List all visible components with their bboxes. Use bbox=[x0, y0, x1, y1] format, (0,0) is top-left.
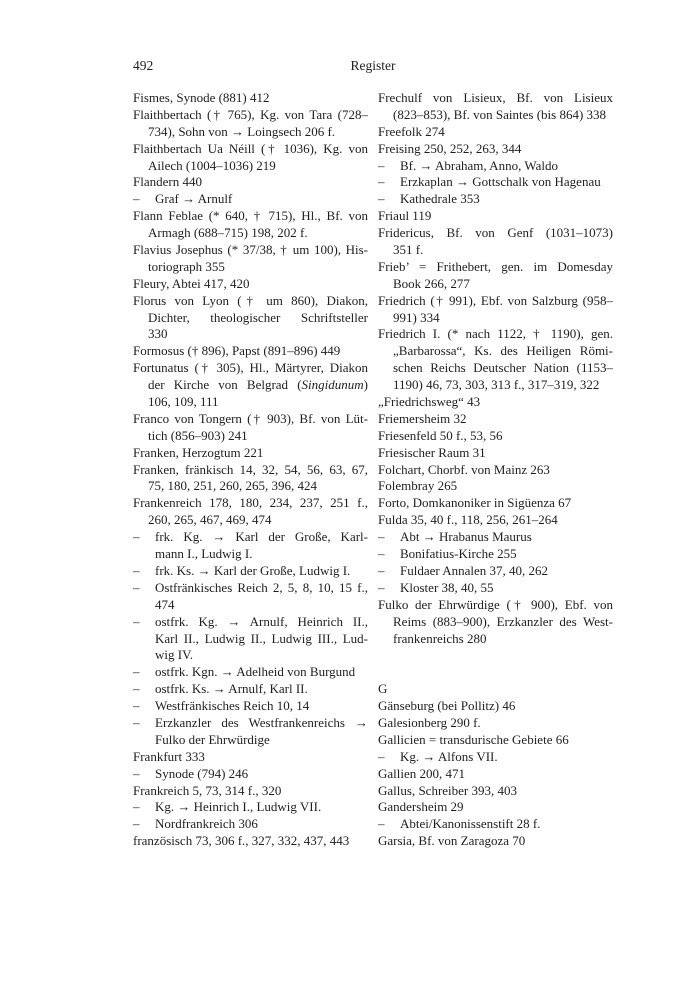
index-line: „Friedrichsweg“ 43 bbox=[378, 394, 481, 410]
dash-marker: – bbox=[378, 562, 385, 578]
index-line: Frechulf von Lisieux, Bf. von Lisieux bbox=[378, 90, 613, 105]
dash-marker: – bbox=[133, 191, 140, 207]
index-line: 1190) 46, 73, 303, 313 f., 317–319, 322 bbox=[393, 377, 600, 393]
index-line: 106, 109, 111 bbox=[148, 394, 219, 410]
index-line: Friemersheim 32 bbox=[378, 410, 467, 426]
index-line: Formosus († 896), Papst (891–896) 449 bbox=[133, 343, 341, 359]
index-line: Flaithbertach Ua Néill († 1036), Kg. von bbox=[133, 140, 368, 156]
dash-marker: – bbox=[378, 816, 385, 832]
index-line: Friesenfeld 50 f., 53, 56 bbox=[378, 427, 503, 443]
index-line: Frankreich 5, 73, 314 f., 320 bbox=[133, 782, 282, 798]
index-line: 474 bbox=[155, 596, 175, 612]
index-line: Gänseburg (bei Pollitz) 46 bbox=[378, 698, 516, 714]
index-line: – Kloster 38, 40, 55 bbox=[378, 579, 494, 595]
index-line: Book 266, 277 bbox=[393, 275, 470, 291]
dash-marker: – bbox=[133, 714, 140, 730]
index-line: Flavius Josephus (* 37/38, † um 100), His- bbox=[133, 242, 368, 258]
index-line: – Synode (794) 246 bbox=[133, 765, 249, 781]
index-line: Flandern 440 bbox=[133, 174, 202, 190]
index-line: Franco von Tongern († 903), Bf. von Lüt- bbox=[133, 410, 368, 426]
dash-marker: – bbox=[133, 765, 140, 781]
index-line: Fulko der Ehrwürdige († 900), Ebf. von bbox=[378, 596, 613, 612]
dash-marker: – bbox=[378, 157, 385, 173]
dash-marker: – bbox=[133, 799, 140, 815]
dash-marker: – bbox=[133, 579, 140, 595]
index-line: – Kg. → Alfons VII. bbox=[378, 748, 498, 764]
index-line: – Ostfränkisches Reich 2, 5, 8, 10, 15 f., bbox=[133, 579, 368, 595]
running-head bbox=[133, 57, 613, 74]
index-line: wig IV. bbox=[155, 647, 194, 663]
dash-marker: – bbox=[133, 816, 140, 832]
index-line: Galesionberg 290 f. bbox=[378, 714, 481, 730]
index-line: – frk. Ks. → Karl der Große, Ludwig I. bbox=[133, 562, 351, 578]
index-line: – Graf → Arnulf bbox=[133, 191, 233, 207]
index-line: Karl II., Ludwig II., Ludwig III., Lud- bbox=[155, 630, 368, 646]
index-line: – Bonifatius-Kirche 255 bbox=[378, 546, 517, 562]
index-line bbox=[378, 664, 613, 681]
dash-marker: – bbox=[133, 698, 140, 714]
dash-marker: – bbox=[378, 748, 385, 764]
index-line: Garsia, Bf. von Zaragoza 70 bbox=[378, 833, 526, 849]
index-line: Fulda 35, 40 f., 118, 256, 261–264 bbox=[378, 512, 558, 528]
index-right-column bbox=[378, 90, 613, 850]
index-line: Freising 250, 252, 263, 344 bbox=[378, 140, 522, 156]
dash-marker: – bbox=[378, 529, 385, 545]
index-line: Gandersheim 29 bbox=[378, 799, 464, 815]
index-line: Armagh (688–715) 198, 202 f. bbox=[148, 225, 308, 241]
index-line: französisch 73, 306 f., 327, 332, 437, 443 bbox=[133, 833, 350, 849]
index-line: (823–853), Bf. von Saintes (bis 864) 338 bbox=[393, 106, 607, 122]
index-line: Friaul 119 bbox=[378, 208, 432, 224]
index-line: schen Reichs Deutscher Nation (1153– bbox=[393, 360, 613, 376]
index-line: frankenreichs 280 bbox=[393, 630, 487, 646]
index-line: – Erzkaplan → Gottschalk von Hagenau bbox=[378, 174, 601, 190]
index-line: Franken, Herzogtum 221 bbox=[133, 444, 264, 460]
index-line: Fulko der Ehrwürdige bbox=[155, 731, 270, 747]
index-line: – ostfrk. Ks. → Arnulf, Karl II. bbox=[133, 681, 308, 697]
index-line: 260, 265, 467, 469, 474 bbox=[148, 512, 272, 528]
index-line: Reims (883–900), Erzkanzler des West- bbox=[393, 613, 613, 629]
index-line: Dichter, theologischer Schriftsteller bbox=[148, 309, 368, 325]
index-line: – ostfrk. Kgn. → Adelheid von Burgund bbox=[133, 664, 356, 680]
dash-marker: – bbox=[133, 664, 140, 680]
index-line: – Abt → Hrabanus Maurus bbox=[378, 529, 532, 545]
index-line: – ostfrk. Kg. → Arnulf, Heinrich II., bbox=[133, 613, 368, 629]
index-line: Forto, Domkanoniker in Sigüenza 67 bbox=[378, 495, 572, 511]
dash-marker: – bbox=[378, 174, 385, 190]
section-heading: G bbox=[378, 681, 388, 697]
index-line: – Nordfrankreich 306 bbox=[133, 816, 258, 832]
dash-marker: – bbox=[378, 579, 385, 595]
index-line: Florus von Lyon († um 860), Diakon, bbox=[133, 292, 368, 308]
index-line: toriograph 355 bbox=[148, 258, 225, 274]
index-line: Frankenreich 178, 180, 234, 237, 251 f., bbox=[133, 495, 368, 511]
dash-marker: – bbox=[133, 613, 140, 629]
index-columns bbox=[133, 90, 613, 850]
index-line: Friesischer Raum 31 bbox=[378, 444, 486, 460]
index-line: Gallus, Schreiber 393, 403 bbox=[378, 782, 518, 798]
running-title: Register bbox=[350, 58, 396, 73]
index-line: – Bf. → Abraham, Anno, Waldo bbox=[378, 157, 558, 173]
index-line: – frk. Kg. → Karl der Große, Karl- bbox=[133, 529, 368, 545]
page-number: 492 bbox=[133, 58, 154, 73]
index-line: mann I., Ludwig I. bbox=[155, 546, 253, 562]
index-line: Flann Feblae (* 640, † 715), Hl., Bf. von bbox=[133, 208, 368, 224]
index-line: Fleury, Abtei 417, 420 bbox=[133, 275, 250, 291]
index-line: Fridericus, Bf. von Genf (1031–1073) bbox=[378, 225, 613, 241]
index-line: 75, 180, 251, 260, 265, 396, 424 bbox=[148, 478, 317, 494]
index-line: – Abtei/Kanonissenstift 28 f. bbox=[378, 816, 541, 832]
dash-marker: – bbox=[378, 191, 385, 207]
index-line: tich (856–903) 241 bbox=[148, 427, 248, 443]
index-line: „Barbarossa“, Ks. des Heiligen Römi- bbox=[393, 343, 613, 359]
index-line bbox=[378, 647, 613, 664]
dash-marker: – bbox=[133, 562, 140, 578]
index-line: Friedrich († 991), Ebf. von Salzburg (958– bbox=[378, 292, 613, 308]
index-line: Friedrich I. (* nach 1122, † 1190), gen. bbox=[378, 326, 613, 342]
index-line: Fortunatus († 305), Hl., Märtyrer, Diakon bbox=[133, 360, 368, 376]
index-line: Freefolk 274 bbox=[378, 123, 445, 139]
index-line: – Kg. → Heinrich I., Ludwig VII. bbox=[133, 799, 322, 815]
index-line: – Westfränkisches Reich 10, 14 bbox=[133, 698, 310, 714]
index-line: Gallien 200, 471 bbox=[378, 765, 466, 781]
dash-marker: – bbox=[378, 546, 385, 562]
index-line: Gallicien = transdurische Gebiete 66 bbox=[378, 731, 569, 747]
index-line: Frieb’ = Frithebert, gen. im Domesday bbox=[378, 258, 613, 274]
index-line: – Kathedrale 353 bbox=[378, 191, 480, 207]
index-line: Fismes, Synode (881) 412 bbox=[133, 90, 270, 105]
index-line: Folembray 265 bbox=[378, 478, 458, 494]
index-line: Franken, fränkisch 14, 32, 54, 56, 63, 67, bbox=[133, 461, 368, 477]
index-line: – Fuldaer Annalen 37, 40, 262 bbox=[378, 562, 549, 578]
index-line: 734), Sohn von → Loingsech 206 f. bbox=[148, 123, 336, 139]
index-line: der Kirche von Belgrad (Singidunum) bbox=[148, 377, 368, 393]
index-line: Flaithbertach († 765), Kg. von Tara (728– bbox=[133, 106, 368, 122]
index-line: 351 f. bbox=[393, 242, 424, 258]
index-line: – Erzkanzler des Westfrankenreichs → bbox=[133, 714, 368, 730]
index-line: Frankfurt 333 bbox=[133, 748, 205, 764]
index-line: 330 bbox=[148, 326, 168, 342]
dash-marker: – bbox=[133, 529, 140, 545]
index-line: Folchart, Chorbf. von Mainz 263 bbox=[378, 461, 550, 477]
dash-marker: – bbox=[133, 681, 140, 697]
index-line: Ailech (1004–1036) 219 bbox=[148, 157, 276, 173]
index-line: 991) 334 bbox=[393, 309, 440, 325]
index-left-column bbox=[133, 90, 368, 850]
